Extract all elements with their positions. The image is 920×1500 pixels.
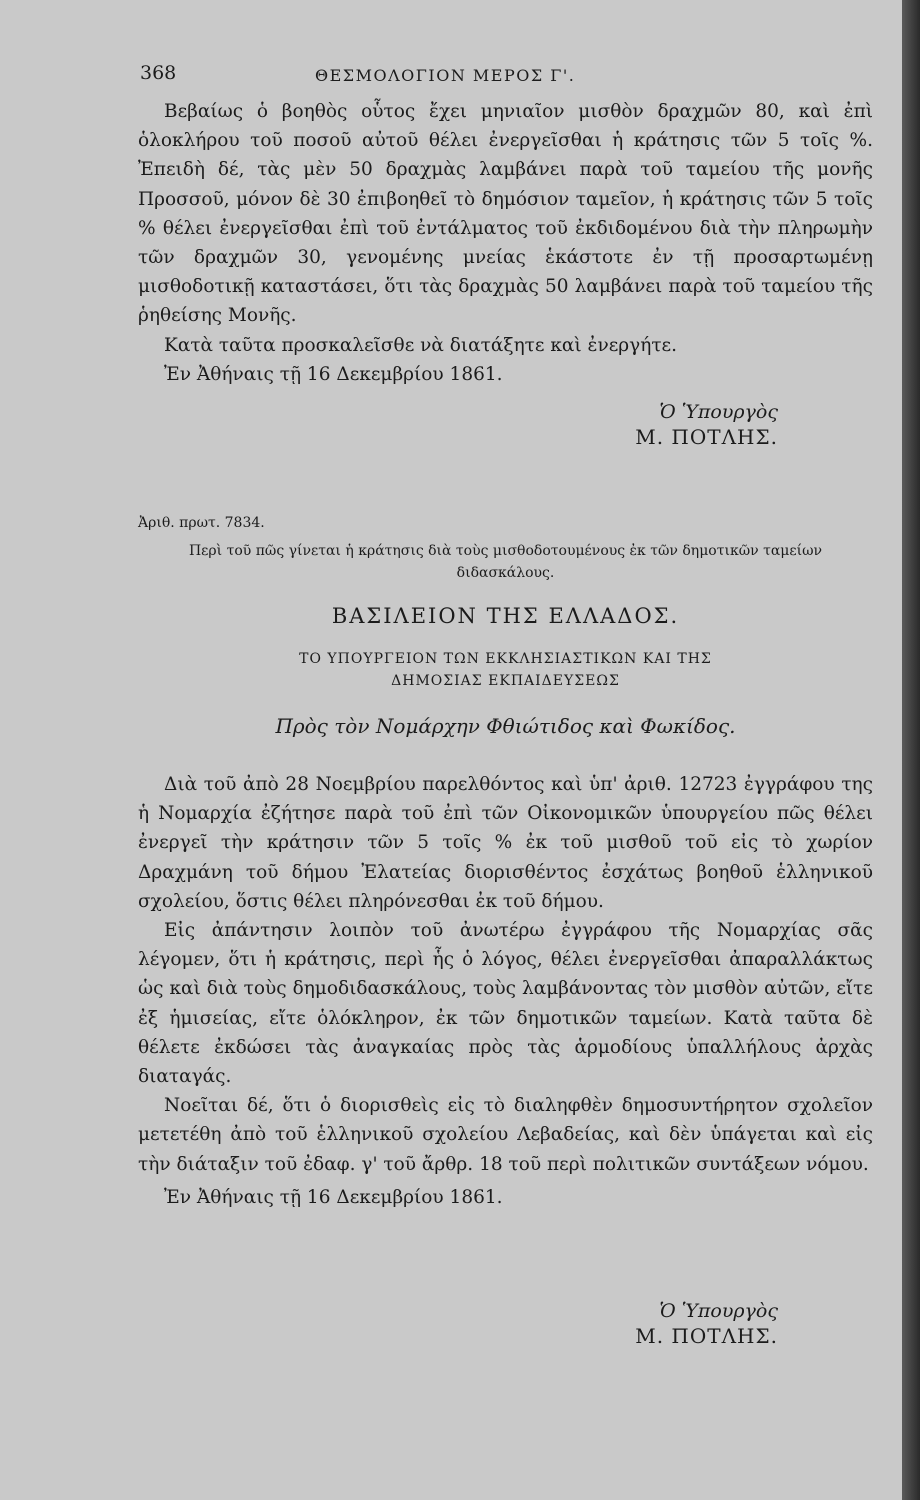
signature-1 xyxy=(138,401,873,449)
ministry-line-2: ΔΗΜΟΣΙΑΣ ΕΚΠΑΙΔΕΥΣΕΩΣ xyxy=(391,673,620,689)
page-edge xyxy=(902,0,920,1500)
paragraph: Κατὰ ταῦτα προσκαλεῖσθε νὰ διατάξητε καὶ ἐνεργήτε. xyxy=(164,334,678,356)
addressee: Πρὸς τὸν Νομάρχην Φθιώτιδος καὶ Φωκίδος. xyxy=(275,714,736,738)
protocol-number: Ἀριθ. πρωτ. 7834. xyxy=(138,515,265,531)
signature-2 xyxy=(138,1300,873,1348)
kingdom-title: ΒΑΣΙΛΕΙΟΝ ΤΗΣ ΕΛΛΑΔΟΣ. xyxy=(331,604,680,628)
paragraph: Νοεῖται δέ, ὅτι ὁ διορισθεὶς εἰς τὸ διαληφθὲν δημοσυντήρητον σχολεῖον μετετέθη ἀπὸ τοῦ ἑλληνικοῦ σχολείου Λεβαδείας, καὶ δὲν ὑπάγεται καὶ εἰς τὴν διάταξιν τοῦ ἐδαφ. γ' τοῦ ἄρθρ. 18 τοῦ περὶ πολιτικῶν συντάξεων νόμου. xyxy=(138,1095,873,1175)
page-number: 368 xyxy=(140,62,177,84)
section-1-body xyxy=(138,97,873,389)
date-line: Ἐν Ἀθήναις τῇ 16 Δεκεμβρίου 1861. xyxy=(164,363,503,385)
signature-name: Μ. ΠΟΤΛΗΣ. xyxy=(635,1324,778,1348)
paragraph: Διὰ τοῦ ἀπὸ 28 Νοεμβρίου παρελθόντος καὶ ὑπ' ἀριθ. 12723 ἐγγράφου της ἡ Νομαρχία ἐζήτησε παρὰ τοῦ ἐπὶ τῶν Οἰκονομικῶν ὑπουργείου πῶς θέλει ἐνεργεῖ τὴν κράτησιν τῶν 5 τοῖς % ἐκ τοῦ μισθοῦ τοῦ εἰς τὸ χωρίον Δραχμάνη τοῦ δήμου Ἐλατείας διορισθέντος ἐσχάτως βοηθοῦ ἑλληνικοῦ σχολείου, ὅστις θέλει πληρόνεσθαι ἐκ τοῦ δήμου. xyxy=(138,774,873,912)
page-header xyxy=(140,62,870,92)
ministry-line-1: ΤΟ ΥΠΟΥΡΓΕΙΟΝ ΤΩΝ ΕΚΚΛΗΣΙΑΣΤΙΚΩΝ ΚΑΙ ΤΗΣ xyxy=(299,651,712,667)
section-2-heading xyxy=(138,512,873,738)
section-2-body xyxy=(138,770,873,1212)
signature-role: Ὁ Ὑπουργὸς xyxy=(659,1300,778,1322)
signature-name: Μ. ΠΟΤΛΗΣ. xyxy=(635,425,778,449)
running-title: ΘΕΣΜΟΛΟΓΙΟΝ ΜΕΡΟΣ Γ'. xyxy=(315,66,576,85)
paragraph: Εἰς ἀπάντησιν λοιπὸν τοῦ ἀνωτέρω ἐγγράφου τῆς Νομαρχίας σᾶς λέγομεν, ὅτι ἡ κράτησις, περὶ ἧς ὁ λόγος, θέλει ἐνεργεῖσθαι ἀπαραλλάκτως ὡς καὶ διὰ τοὺς δημοδιδασκάλους, τοὺς λαμβάνοντας τὸν μισθὸν αὐτῶν, εἴτε ἐξ ἡμισείας, εἴτε ὁλόκληρον, ἐκ τῶν δημοτικῶν ταμείων. Κατὰ ταῦτα δὲ θέλετε ἐκδώσει τὰς ἀναγκαίας πρὸς τὰς ἁρμοδίους ὑπαλλήλους ἀρχὰς διαταγάς. xyxy=(138,920,873,1088)
subject-line: Περὶ τοῦ πῶς γίνεται ἡ κράτησις διὰ τοὺς μισθοδοτουμένους ἐκ τῶν δημοτικῶν ταμείων διδασκάλους. xyxy=(188,543,823,581)
signature-role: Ὁ Ὑπουργὸς xyxy=(659,401,778,423)
paragraph: Βεβαίως ὁ βοηθὸς οὗτος ἔχει μηνιαῖον μισθὸν δραχμῶν 80, καὶ ἐπὶ ὁλοκλήρου τοῦ ποσοῦ αὐτοῦ θέλει ἐνεργεῖσθαι ἡ κράτησις τῶν 5 τοῖς %. Ἐπειδὴ δέ, τὰς μὲν 50 δραχμὰς λαμβάνει παρὰ τοῦ ταμείου τῆς μονῆς Προσσοῦ, μόνον δὲ 30 ἐπιβοηθεῖ τὸ δημόσιον ταμεῖον, ἡ κράτησις τῶν 5 τοῖς % θέλει ἐνεργεῖσθαι ἐπὶ τοῦ ἐντάλματος τοῦ ἐκδιδομένου διὰ τὴν πληρωμὴν τῶν δραχμῶν 30, γενομένης μνείας ἑκάστοτε ἐν τῇ προσαρτωμένῃ μισθοδοτικῇ καταστάσει, ὅτι τὰς δραχμὰς 50 λαμβάνει παρὰ τοῦ ταμείου τῆς ῥηθείσης Μονῆς. xyxy=(138,101,873,327)
date-line: Ἐν Ἀθήναις τῇ 16 Δεκεμβρίου 1861. xyxy=(164,1186,503,1208)
